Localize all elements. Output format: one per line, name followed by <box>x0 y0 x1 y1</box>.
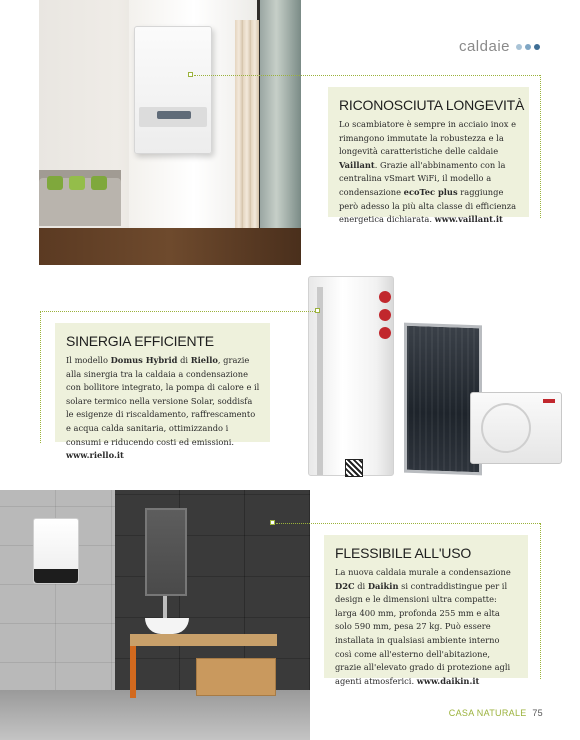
box-title: RICONOSCIUTA LONGEVITÀ <box>339 97 525 113</box>
page-number: 75 <box>532 708 543 718</box>
article-box-riello <box>55 323 270 461</box>
vaillant-boiler-photo <box>39 0 301 265</box>
section-header <box>459 38 540 55</box>
connector-line <box>276 523 540 524</box>
riello-products-photo <box>300 270 580 480</box>
section-dots <box>516 44 540 50</box>
page-footer <box>449 708 543 718</box>
connector-marker <box>270 520 275 525</box>
magazine-name: CASA NATURALE <box>448 708 527 718</box>
section-title: caldaie <box>458 38 510 55</box>
connector-marker <box>188 72 193 77</box>
connector-line <box>40 311 315 312</box>
connector-line <box>40 311 41 443</box>
connector-line <box>194 75 540 76</box>
hybrid-tank-image <box>308 276 394 476</box>
article-box-daikin <box>324 535 528 686</box>
daikin-bathroom-photo <box>0 490 310 740</box>
box-body: Il modello Domus Hybrid di Riello, grazie alla sinergia tra la caldaia a condensazione con bollitore integrato, la pompa di calore e il solare termico nella versione Solar, soddisfa le esigenze di riscaldamento, raffrescamento e acqua calda sanitaria, ottimizzando i consumi e riducendo costi ed emissioni. www.riello.it <box>66 355 260 461</box>
box-title: FLESSIBILE ALL'USO <box>335 545 472 561</box>
wall-boiler-image <box>33 518 79 584</box>
boiler-image <box>134 26 212 154</box>
connector-marker <box>315 308 320 313</box>
dot-icon <box>534 44 540 50</box>
article-box-vaillant <box>328 87 529 225</box>
dot-icon <box>516 44 522 50</box>
heat-pump-image <box>470 392 562 464</box>
box-body: Lo scambiatore è sempre in acciaio inox e rimangono immutate la robustezza e la longevità caratteristiche delle caldaie Vaillant. Grazie all'abbinamento con la centralina vSmart WiFi, il modello a condensazione ecoTec plus raggiunge però adesso la più alta classe di efficienza energetica dichiarata. www.vaillant.it <box>339 119 517 225</box>
box-body: La nuova caldaia murale a condensazione D2C di Daikin si contraddistingue per il design e le dimensioni ultra compatte: larga 400 mm, profonda 255 mm e alta solo 590 mm, pesa 27 kg. Può essere installata in qualsiasi ambiente interno così come all'esterno dell'abitazione, grazie all'elevato grado di protezione agli agenti atmosferici. www.daikin.it <box>335 567 511 686</box>
connector-line <box>540 523 541 679</box>
dot-icon <box>525 44 531 50</box>
qr-code-icon <box>345 459 363 477</box>
connector-line <box>540 75 541 218</box>
fan-icon <box>481 403 531 453</box>
box-title: SINERGIA EFFICIENTE <box>66 333 214 349</box>
